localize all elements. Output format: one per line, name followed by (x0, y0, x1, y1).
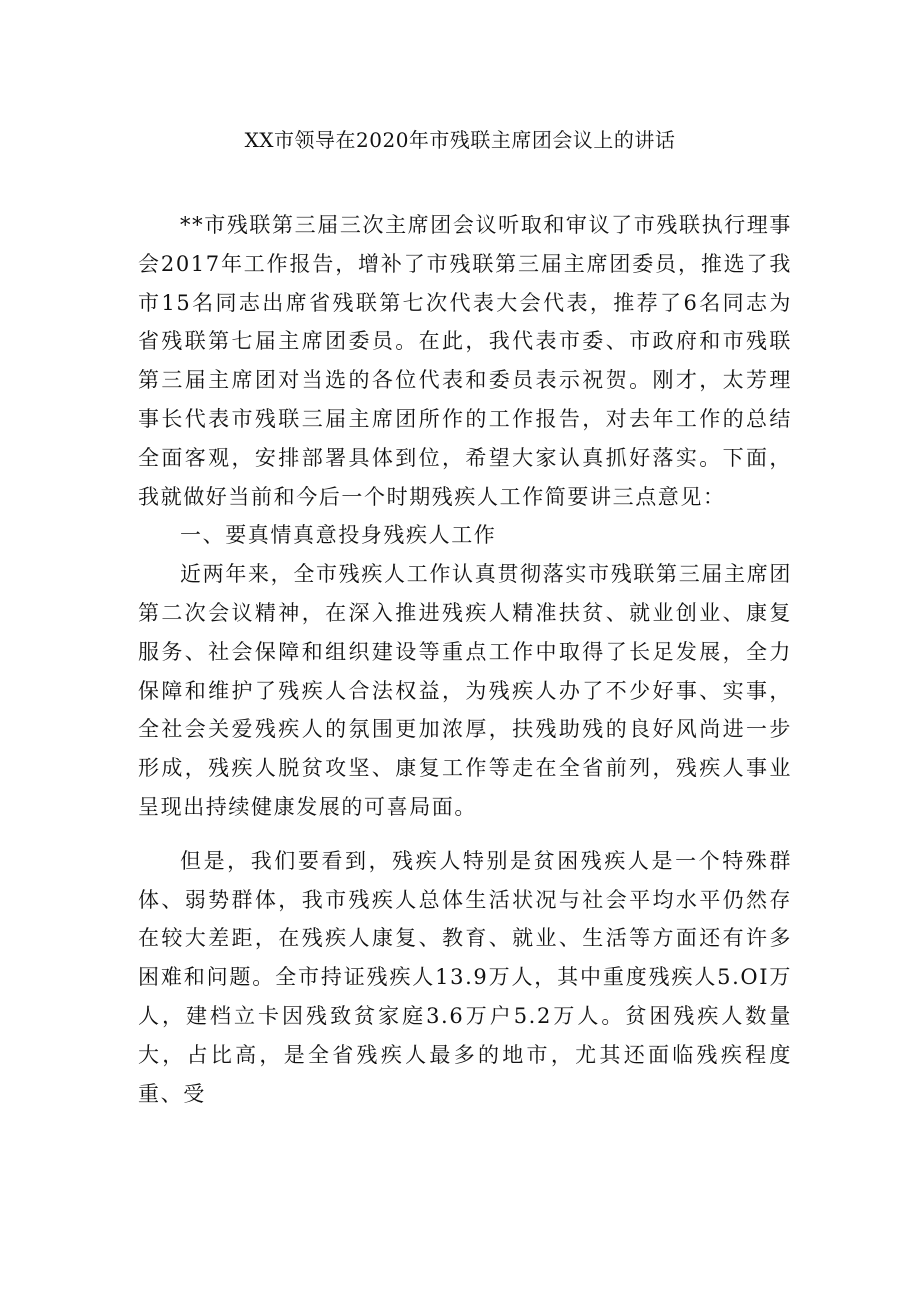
paragraph-intro: **市残联第三届三次主席团会议听取和审议了市残联执行理事会2017年工作报告，增补了市残联第三届主席团委员，推选了我市15名同志出席省残联第七次代表大会代表，推荐了6名同志为省残联第七届主席团委员。在此，我代表市委、市政府和市残联第三届主席团对当选的各位代表和委员表示祝贺。刚才，太芳理事长代表市残联三届主席团所作的工作报告，对去年工作的总结全面客观，安排部署具体到位，希望大家认真抓好落实。下面，我就做好当前和今后一个时期残疾人工作简要讲三点意见： (138, 213, 792, 509)
document-body (138, 206, 792, 1113)
paragraph-achievements: 近两年来，全市残疾人工作认真贯彻落实市残联第三届主席团第二次会议精神，在深入推进残疾人精准扶贫、就业创业、康复服务、社会保障和组织建设等重点工作中取得了长足发展，全力保障和维护了残疾人合法权益，为残疾人办了不少好事、实事，全社会关爱残疾人的氛围更加浓厚，扶残助残的良好风尚进一步形成，残疾人脱贫攻坚、康复工作等走在全省前列，残疾人事业呈现出持续健康发展的可喜局面。 (138, 562, 792, 819)
document-title: XX市领导在2020年市残联主席团会议上的讲话 (244, 128, 676, 152)
section-heading-1: 一、要真情真意投身残疾人工作 (180, 523, 497, 548)
paragraph-challenges: 但是，我们要看到，残疾人特别是贫困残疾人是一个特殊群体、弱势群体，我市残疾人总体生活状况与社会平均水平仍然存在较大差距，在残疾人康复、教育、就业、生活等方面还有许多困难和问题。全市持证残疾人13.9万人，其中重度残疾人5.OI万人，建档立卡因残致贫家庭3.6万户5.2万人。贫困残疾人数量大，占比高，是全省残疾人最多的地市，尤其还面临残疾程度重、受 (138, 848, 792, 1106)
